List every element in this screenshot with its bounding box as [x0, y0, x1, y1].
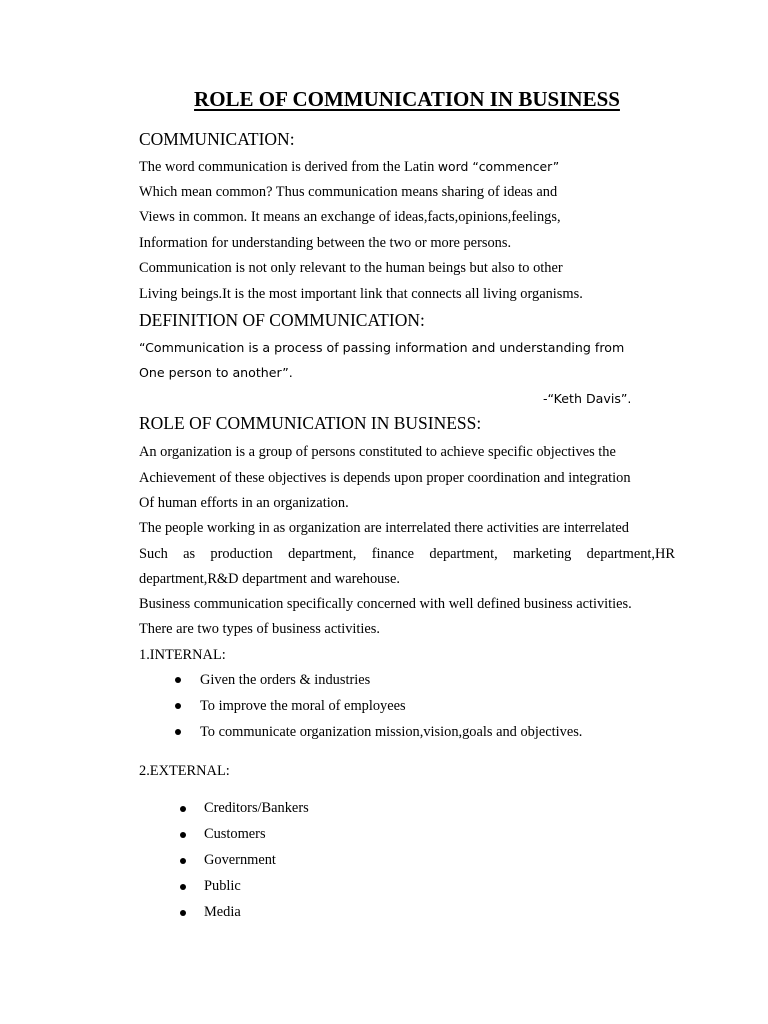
bullet-icon: [175, 729, 181, 735]
list-item-text: Creditors/Bankers: [204, 800, 309, 816]
bullet-icon: [175, 677, 181, 683]
paragraph-line: Living beings.It is the most important link that connects all living organisms.: [139, 286, 583, 302]
paragraph-line: An organization is a group of persons constituted to achieve specific objectives the: [139, 444, 616, 460]
role-heading: ROLE OF COMMUNICATION IN BUSINESS:: [139, 413, 482, 433]
paragraph-line: [139, 158, 559, 176]
communication-heading: COMMUNICATION:: [139, 129, 295, 149]
paragraph-line: Business communication specifically concerned with well defined business activities.: [139, 596, 632, 612]
bullet-icon: [180, 832, 186, 838]
list-item-text: Media: [204, 904, 241, 920]
paragraph-text: The word communication is derived from the Latin: [139, 159, 438, 175]
paragraph-line: There are two types of business activities.: [139, 621, 380, 637]
paragraph-line: Such as production department, finance department, marketing department,HR: [139, 546, 675, 562]
list-item-text: Customers: [204, 826, 266, 842]
definition-heading: DEFINITION OF COMMUNICATION:: [139, 310, 425, 330]
list-item-text: Public: [204, 878, 241, 894]
bullet-icon: [180, 884, 186, 890]
internal-heading: 1.INTERNAL:: [139, 647, 226, 663]
bullet-icon: [180, 806, 186, 812]
paragraph-line: Which mean common? Thus communication means sharing of ideas and: [139, 184, 558, 200]
external-heading: 2.EXTERNAL:: [139, 763, 230, 779]
list-item-text: Given the orders & industries: [200, 672, 371, 688]
quote-author: -“Keth Davis”.: [543, 391, 632, 406]
document-title: ROLE OF COMMUNICATION IN BUSINESS: [194, 87, 620, 111]
paragraph-line: Communication is not only relevant to the human beings but also to other: [139, 260, 563, 276]
paragraph-line: Of human efforts in an organization.: [139, 495, 349, 511]
list-item-text: To communicate organization mission,vision,goals and objectives.: [200, 724, 583, 740]
definition-quote-line: One person to another”.: [139, 365, 293, 380]
paragraph-line: Information for understanding between the two or more persons.: [139, 235, 512, 251]
list-item-text: To improve the moral of employees: [200, 698, 406, 714]
paragraph-line: Views in common. It means an exchange of ideas,facts,opinions,feelings,: [139, 209, 561, 225]
bullet-icon: [180, 910, 186, 916]
paragraph-line: Achievement of these objectives is depends upon proper coordination and integration: [139, 470, 631, 486]
bullet-icon: [180, 858, 186, 864]
latin-word-text: word “commencer”: [437, 159, 560, 174]
paragraph-line: The people working in as organization are interrelated there activities are interrelated: [139, 520, 629, 536]
list-item-text: Government: [204, 852, 276, 868]
definition-quote-line: “Communication is a process of passing information and understanding from: [139, 340, 625, 355]
bullet-icon: [175, 703, 181, 709]
paragraph-line: department,R&D department and warehouse.: [139, 571, 400, 587]
